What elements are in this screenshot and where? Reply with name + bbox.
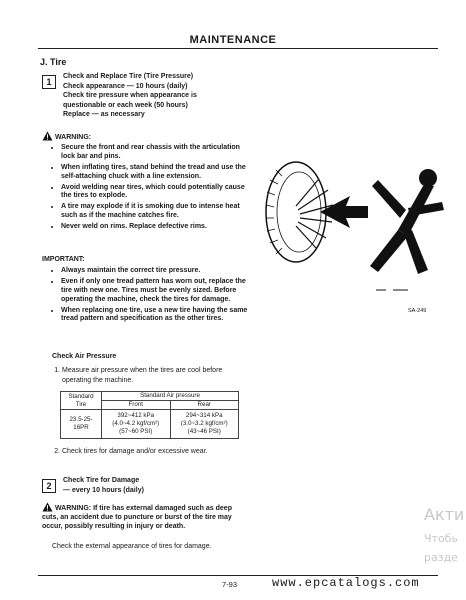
list-item: • When inflating tires, stand behind the tread and use the self-attaching chuck with a line extension. (61, 164, 252, 182)
list-item: • Never weld on rims. Replace defective rims. (61, 223, 252, 232)
list-item: • A tire may explode if it is smoking due to intense heat such as if the machine catches fire. (61, 203, 252, 221)
list-item: 2. Check tires for damage and/or excessive wear. (62, 447, 272, 457)
step-number-box: 1 (42, 75, 56, 89)
person-figure (370, 169, 444, 274)
table-header: Front (102, 401, 171, 410)
table-cell: (43~46 PSI) (187, 428, 221, 435)
warning-text: If tire has external damaged such as deep cuts, an accident due to puncture or burst of the tire may occur, possibly resulting in injury or death. (42, 505, 232, 531)
item1-text (63, 72, 197, 120)
table-header: Standard (68, 392, 94, 400)
item1-title: Check and Replace Tire (Tire Pressure) (63, 73, 194, 80)
table-header: Tire (75, 400, 87, 408)
warning-label: WARNING: (54, 505, 92, 512)
item2-text (63, 476, 144, 495)
list-item: • Always maintain the correct tire pressure. (61, 267, 252, 276)
table-header: Rear (170, 401, 239, 410)
table-cell: 392~412 kPa (117, 412, 155, 419)
table-cell: 294~314 kPa (185, 412, 223, 419)
list-item: • When replacing one tire, use a new tire having the same tread pattern and specification as the other tires. (61, 307, 252, 325)
site-link[interactable]: www.epcatalogs.com (272, 576, 420, 590)
header-rule (38, 48, 438, 49)
important-label: IMPORTANT: (42, 256, 85, 263)
table-cell: (57~60 PSI) (119, 428, 153, 435)
table-row (61, 410, 239, 439)
watermark-line: Чтобь (424, 532, 458, 545)
list-item: • Secure the front and rear chassis with the articulation lock bar and pins. (61, 144, 252, 162)
item2-interval: — every 10 hours (daily) (63, 486, 144, 494)
air-pressure-heading: Check Air Pressure (52, 353, 117, 360)
item1-line: Check tire pressure when appearance is (63, 92, 197, 100)
item2-title: Check Tire for Damage (63, 477, 140, 484)
warning-bullets (52, 144, 252, 234)
warning-label: WARNING: (54, 134, 92, 141)
table-header: Standard Air pressure (102, 392, 239, 401)
figure-code: SA-249 (408, 308, 427, 314)
warning-header (42, 131, 91, 141)
tire-explosion-illustration (258, 150, 448, 305)
table-cell: (4.0~4.2 kgf/cm²) (112, 420, 160, 427)
watermark-line: Акти (424, 505, 465, 524)
list-item: 1. Measure air pressure when the tires are cool before operating the machine. (62, 366, 252, 385)
pressure-table (60, 391, 239, 439)
page-number: 7-93 (222, 580, 238, 589)
item1-line: Replace — as necessary (63, 111, 145, 119)
tire-shape (266, 162, 326, 262)
item1-line: Check appearance — 10 hours (daily) (63, 82, 188, 90)
page-title: MAINTENANCE (189, 34, 277, 46)
warning-icon (42, 131, 53, 141)
table-cell: 16PR (73, 424, 89, 431)
table-cell: (3.0~3.2 kgf/cm²) (180, 420, 228, 427)
list-item: • Even if only one tread pattern has worn out, replace the tire with new one. Tires must be evenly sized. Before operating the machine, check the tires for damage. (61, 278, 252, 304)
closing-text: Check the external appearance of tires for damage. (52, 543, 212, 550)
air-pressure-steps (52, 366, 252, 385)
air-pressure-step2 (52, 447, 272, 457)
list-item: • Avoid welding near tires, which could potentially cause the tires to explode. (61, 184, 252, 202)
warning-icon (42, 502, 53, 512)
warning2-block (42, 502, 247, 532)
step-number-box: 2 (42, 479, 56, 493)
section-title: J. Tire (40, 57, 67, 67)
table-cell: 23.5-25- (69, 416, 93, 423)
item1-line: questionable or each week (50 hours) (63, 101, 188, 109)
important-bullets (52, 267, 252, 326)
watermark-line: разде (424, 551, 458, 564)
